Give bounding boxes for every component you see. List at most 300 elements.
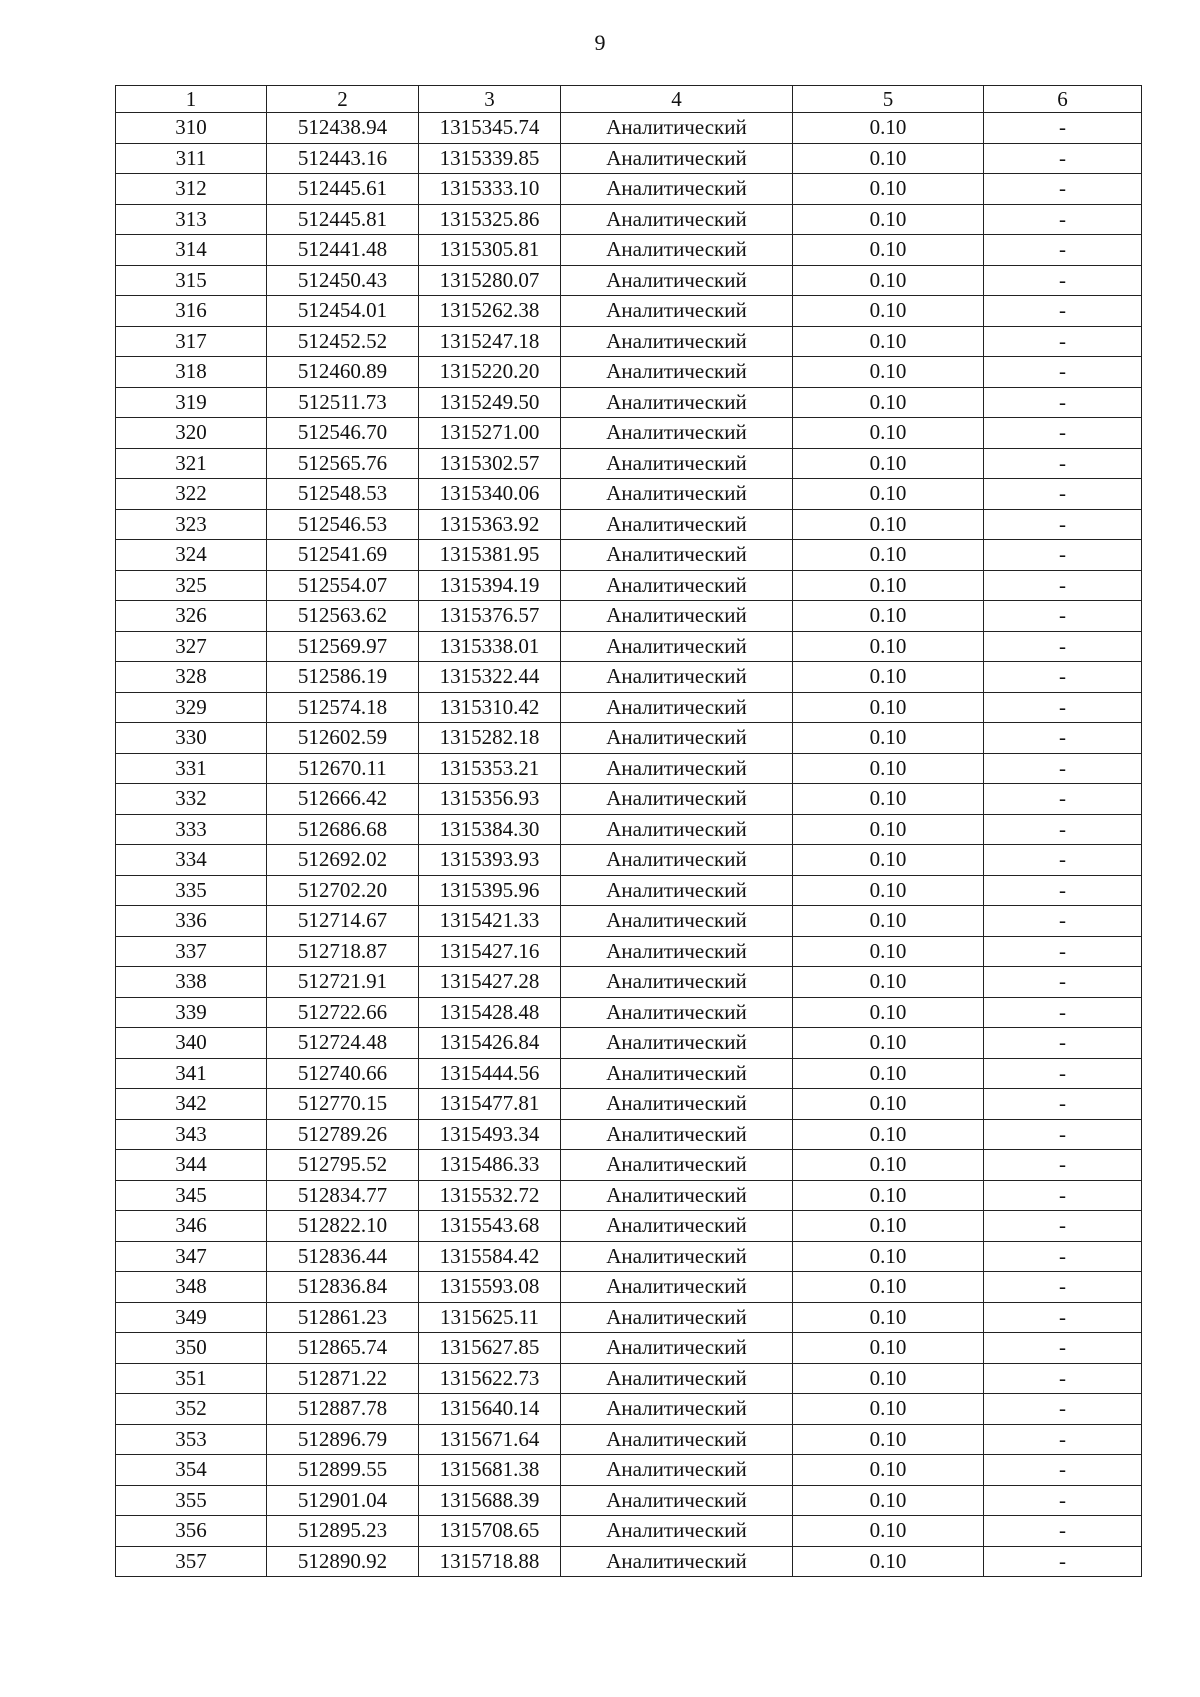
x-coordinate-cell: 512460.89 (267, 357, 419, 388)
point-number-cell: 342 (116, 1089, 267, 1120)
x-coordinate-cell: 512692.02 (267, 845, 419, 876)
table-row (116, 753, 1142, 784)
table-row (116, 296, 1142, 327)
y-coordinate-cell: 1315310.42 (419, 692, 561, 723)
point-number-cell: 345 (116, 1180, 267, 1211)
point-number-cell: 313 (116, 204, 267, 235)
accuracy-cell: 0.10 (793, 1180, 984, 1211)
method-cell: Аналитический (561, 1211, 793, 1242)
accuracy-cell: 0.10 (793, 601, 984, 632)
method-cell: Аналитический (561, 692, 793, 723)
note-cell: - (984, 906, 1142, 937)
note-cell: - (984, 1333, 1142, 1364)
note-cell: - (984, 1028, 1142, 1059)
accuracy-cell: 0.10 (793, 265, 984, 296)
table-row (116, 1302, 1142, 1333)
table-body (116, 113, 1142, 1577)
page-number: 9 (594, 30, 606, 55)
point-number-cell: 354 (116, 1455, 267, 1486)
point-number-cell: 334 (116, 845, 267, 876)
note-cell: - (984, 1150, 1142, 1181)
x-coordinate-cell: 512454.01 (267, 296, 419, 327)
table-row (116, 1546, 1142, 1577)
table-row (116, 540, 1142, 571)
y-coordinate-cell: 1315345.74 (419, 113, 561, 144)
accuracy-cell: 0.10 (793, 936, 984, 967)
header-cell-4: 4 (561, 86, 793, 113)
method-cell: Аналитический (561, 540, 793, 571)
y-coordinate-cell: 1315325.86 (419, 204, 561, 235)
x-coordinate-cell: 512896.79 (267, 1424, 419, 1455)
table-row (116, 143, 1142, 174)
point-number-cell: 312 (116, 174, 267, 205)
y-coordinate-cell: 1315333.10 (419, 174, 561, 205)
note-cell: - (984, 875, 1142, 906)
x-coordinate-cell: 512686.68 (267, 814, 419, 845)
accuracy-cell: 0.10 (793, 509, 984, 540)
point-number-cell: 350 (116, 1333, 267, 1364)
accuracy-cell: 0.10 (793, 1089, 984, 1120)
x-coordinate-cell: 512546.53 (267, 509, 419, 540)
note-cell: - (984, 387, 1142, 418)
x-coordinate-cell: 512563.62 (267, 601, 419, 632)
point-number-cell: 317 (116, 326, 267, 357)
note-cell: - (984, 1455, 1142, 1486)
x-coordinate-cell: 512450.43 (267, 265, 419, 296)
x-coordinate-cell: 512861.23 (267, 1302, 419, 1333)
accuracy-cell: 0.10 (793, 1546, 984, 1577)
method-cell: Аналитический (561, 1180, 793, 1211)
note-cell: - (984, 265, 1142, 296)
x-coordinate-cell: 512890.92 (267, 1546, 419, 1577)
accuracy-cell: 0.10 (793, 143, 984, 174)
accuracy-cell: 0.10 (793, 418, 984, 449)
point-number-cell: 335 (116, 875, 267, 906)
point-number-cell: 344 (116, 1150, 267, 1181)
point-number-cell: 325 (116, 570, 267, 601)
method-cell: Аналитический (561, 1119, 793, 1150)
table-row (116, 418, 1142, 449)
x-coordinate-cell: 512721.91 (267, 967, 419, 998)
method-cell: Аналитический (561, 418, 793, 449)
point-number-cell: 328 (116, 662, 267, 693)
note-cell: - (984, 601, 1142, 632)
table-row (116, 479, 1142, 510)
point-number-cell: 314 (116, 235, 267, 266)
y-coordinate-cell: 1315247.18 (419, 326, 561, 357)
y-coordinate-cell: 1315708.65 (419, 1516, 561, 1547)
note-cell: - (984, 1241, 1142, 1272)
accuracy-cell: 0.10 (793, 1058, 984, 1089)
note-cell: - (984, 540, 1142, 571)
x-coordinate-cell: 512702.20 (267, 875, 419, 906)
point-number-cell: 353 (116, 1424, 267, 1455)
table-row (116, 1089, 1142, 1120)
point-number-cell: 332 (116, 784, 267, 815)
point-number-cell: 346 (116, 1211, 267, 1242)
method-cell: Аналитический (561, 1485, 793, 1516)
accuracy-cell: 0.10 (793, 753, 984, 784)
accuracy-cell: 0.10 (793, 1150, 984, 1181)
point-number-cell: 329 (116, 692, 267, 723)
note-cell: - (984, 814, 1142, 845)
table-row (116, 1516, 1142, 1547)
x-coordinate-cell: 512546.70 (267, 418, 419, 449)
x-coordinate-cell: 512895.23 (267, 1516, 419, 1547)
y-coordinate-cell: 1315302.57 (419, 448, 561, 479)
accuracy-cell: 0.10 (793, 357, 984, 388)
table-row (116, 784, 1142, 815)
method-cell: Аналитический (561, 1516, 793, 1547)
x-coordinate-cell: 512441.48 (267, 235, 419, 266)
table-row (116, 235, 1142, 266)
note-cell: - (984, 1394, 1142, 1425)
accuracy-cell: 0.10 (793, 1211, 984, 1242)
note-cell: - (984, 235, 1142, 266)
table-row (116, 448, 1142, 479)
method-cell: Аналитический (561, 265, 793, 296)
accuracy-cell: 0.10 (793, 204, 984, 235)
accuracy-cell: 0.10 (793, 723, 984, 754)
x-coordinate-cell: 512548.53 (267, 479, 419, 510)
table-row (116, 113, 1142, 144)
method-cell: Аналитический (561, 1546, 793, 1577)
accuracy-cell: 0.10 (793, 1272, 984, 1303)
point-number-cell: 323 (116, 509, 267, 540)
accuracy-cell: 0.10 (793, 814, 984, 845)
accuracy-cell: 0.10 (793, 875, 984, 906)
accuracy-cell: 0.10 (793, 1424, 984, 1455)
point-number-cell: 310 (116, 113, 267, 144)
x-coordinate-cell: 512569.97 (267, 631, 419, 662)
method-cell: Аналитический (561, 1455, 793, 1486)
method-cell: Аналитический (561, 570, 793, 601)
point-number-cell: 349 (116, 1302, 267, 1333)
table-row (116, 997, 1142, 1028)
accuracy-cell: 0.10 (793, 1485, 984, 1516)
table-row (116, 631, 1142, 662)
method-cell: Аналитический (561, 204, 793, 235)
point-number-cell: 316 (116, 296, 267, 327)
method-cell: Аналитический (561, 296, 793, 327)
x-coordinate-cell: 512714.67 (267, 906, 419, 937)
x-coordinate-cell: 512452.52 (267, 326, 419, 357)
note-cell: - (984, 753, 1142, 784)
method-cell: Аналитический (561, 1333, 793, 1364)
point-number-cell: 318 (116, 357, 267, 388)
y-coordinate-cell: 1315363.92 (419, 509, 561, 540)
method-cell: Аналитический (561, 326, 793, 357)
accuracy-cell: 0.10 (793, 174, 984, 205)
note-cell: - (984, 1058, 1142, 1089)
note-cell: - (984, 1180, 1142, 1211)
x-coordinate-cell: 512445.81 (267, 204, 419, 235)
table-row (116, 662, 1142, 693)
x-coordinate-cell: 512586.19 (267, 662, 419, 693)
note-cell: - (984, 326, 1142, 357)
header-cell-1: 1 (116, 86, 267, 113)
x-coordinate-cell: 512718.87 (267, 936, 419, 967)
x-coordinate-cell: 512554.07 (267, 570, 419, 601)
point-number-cell: 351 (116, 1363, 267, 1394)
header-cell-5: 5 (793, 86, 984, 113)
accuracy-cell: 0.10 (793, 113, 984, 144)
x-coordinate-cell: 512445.61 (267, 174, 419, 205)
table-row (116, 936, 1142, 967)
header-cell-6: 6 (984, 86, 1142, 113)
note-cell: - (984, 204, 1142, 235)
x-coordinate-cell: 512836.84 (267, 1272, 419, 1303)
x-coordinate-cell: 512789.26 (267, 1119, 419, 1150)
table-row (116, 509, 1142, 540)
y-coordinate-cell: 1315271.00 (419, 418, 561, 449)
table-row (116, 814, 1142, 845)
y-coordinate-cell: 1315322.44 (419, 662, 561, 693)
y-coordinate-cell: 1315532.72 (419, 1180, 561, 1211)
note-cell: - (984, 1302, 1142, 1333)
accuracy-cell: 0.10 (793, 387, 984, 418)
point-number-cell: 315 (116, 265, 267, 296)
point-number-cell: 324 (116, 540, 267, 571)
method-cell: Аналитический (561, 174, 793, 205)
y-coordinate-cell: 1315627.85 (419, 1333, 561, 1364)
point-number-cell: 311 (116, 143, 267, 174)
accuracy-cell: 0.10 (793, 1333, 984, 1364)
point-number-cell: 319 (116, 387, 267, 418)
y-coordinate-cell: 1315427.28 (419, 967, 561, 998)
table-row (116, 1272, 1142, 1303)
y-coordinate-cell: 1315384.30 (419, 814, 561, 845)
y-coordinate-cell: 1315421.33 (419, 906, 561, 937)
y-coordinate-cell: 1315688.39 (419, 1485, 561, 1516)
point-number-cell: 331 (116, 753, 267, 784)
y-coordinate-cell: 1315477.81 (419, 1089, 561, 1120)
point-number-cell: 327 (116, 631, 267, 662)
note-cell: - (984, 113, 1142, 144)
y-coordinate-cell: 1315249.50 (419, 387, 561, 418)
accuracy-cell: 0.10 (793, 1363, 984, 1394)
table-row (116, 1241, 1142, 1272)
accuracy-cell: 0.10 (793, 1028, 984, 1059)
table-row (116, 1150, 1142, 1181)
point-number-cell: 355 (116, 1485, 267, 1516)
point-number-cell: 321 (116, 448, 267, 479)
x-coordinate-cell: 512574.18 (267, 692, 419, 723)
note-cell: - (984, 570, 1142, 601)
x-coordinate-cell: 512511.73 (267, 387, 419, 418)
method-cell: Аналитический (561, 1394, 793, 1425)
note-cell: - (984, 692, 1142, 723)
y-coordinate-cell: 1315671.64 (419, 1424, 561, 1455)
y-coordinate-cell: 1315584.42 (419, 1241, 561, 1272)
table-row (116, 570, 1142, 601)
point-number-cell: 333 (116, 814, 267, 845)
note-cell: - (984, 1089, 1142, 1120)
accuracy-cell: 0.10 (793, 906, 984, 937)
table-row (116, 1058, 1142, 1089)
method-cell: Аналитический (561, 1424, 793, 1455)
table-row (116, 1485, 1142, 1516)
note-cell: - (984, 845, 1142, 876)
y-coordinate-cell: 1315444.56 (419, 1058, 561, 1089)
method-cell: Аналитический (561, 967, 793, 998)
x-coordinate-cell: 512602.59 (267, 723, 419, 754)
table-row (116, 357, 1142, 388)
method-cell: Аналитический (561, 662, 793, 693)
accuracy-cell: 0.10 (793, 1119, 984, 1150)
method-cell: Аналитический (561, 814, 793, 845)
x-coordinate-cell: 512666.42 (267, 784, 419, 815)
y-coordinate-cell: 1315394.19 (419, 570, 561, 601)
table-row (116, 1333, 1142, 1364)
y-coordinate-cell: 1315393.93 (419, 845, 561, 876)
table-row (116, 906, 1142, 937)
method-cell: Аналитический (561, 1302, 793, 1333)
table-row (116, 967, 1142, 998)
method-cell: Аналитический (561, 906, 793, 937)
note-cell: - (984, 143, 1142, 174)
accuracy-cell: 0.10 (793, 235, 984, 266)
table-row (116, 265, 1142, 296)
method-cell: Аналитический (561, 631, 793, 662)
point-number-cell: 356 (116, 1516, 267, 1547)
method-cell: Аналитический (561, 784, 793, 815)
accuracy-cell: 0.10 (793, 662, 984, 693)
y-coordinate-cell: 1315593.08 (419, 1272, 561, 1303)
y-coordinate-cell: 1315622.73 (419, 1363, 561, 1394)
y-coordinate-cell: 1315338.01 (419, 631, 561, 662)
y-coordinate-cell: 1315428.48 (419, 997, 561, 1028)
note-cell: - (984, 1485, 1142, 1516)
note-cell: - (984, 1272, 1142, 1303)
method-cell: Аналитический (561, 936, 793, 967)
method-cell: Аналитический (561, 1241, 793, 1272)
accuracy-cell: 0.10 (793, 326, 984, 357)
x-coordinate-cell: 512443.16 (267, 143, 419, 174)
point-number-cell: 330 (116, 723, 267, 754)
header-cell-3: 3 (419, 86, 561, 113)
x-coordinate-cell: 512740.66 (267, 1058, 419, 1089)
x-coordinate-cell: 512836.44 (267, 1241, 419, 1272)
y-coordinate-cell: 1315718.88 (419, 1546, 561, 1577)
accuracy-cell: 0.10 (793, 1394, 984, 1425)
note-cell: - (984, 296, 1142, 327)
note-cell: - (984, 509, 1142, 540)
accuracy-cell: 0.10 (793, 997, 984, 1028)
x-coordinate-cell: 512901.04 (267, 1485, 419, 1516)
method-cell: Аналитический (561, 113, 793, 144)
point-number-cell: 339 (116, 997, 267, 1028)
accuracy-cell: 0.10 (793, 967, 984, 998)
y-coordinate-cell: 1315339.85 (419, 143, 561, 174)
point-number-cell: 341 (116, 1058, 267, 1089)
method-cell: Аналитический (561, 1089, 793, 1120)
y-coordinate-cell: 1315356.93 (419, 784, 561, 815)
table-row (116, 1028, 1142, 1059)
point-number-cell: 340 (116, 1028, 267, 1059)
method-cell: Аналитический (561, 1058, 793, 1089)
y-coordinate-cell: 1315625.11 (419, 1302, 561, 1333)
y-coordinate-cell: 1315427.16 (419, 936, 561, 967)
y-coordinate-cell: 1315220.20 (419, 357, 561, 388)
y-coordinate-cell: 1315426.84 (419, 1028, 561, 1059)
y-coordinate-cell: 1315381.95 (419, 540, 561, 571)
y-coordinate-cell: 1315640.14 (419, 1394, 561, 1425)
y-coordinate-cell: 1315486.33 (419, 1150, 561, 1181)
table-row (116, 1211, 1142, 1242)
note-cell: - (984, 662, 1142, 693)
table-row (116, 1455, 1142, 1486)
header-cell-2: 2 (267, 86, 419, 113)
method-cell: Аналитический (561, 448, 793, 479)
accuracy-cell: 0.10 (793, 448, 984, 479)
method-cell: Аналитический (561, 357, 793, 388)
point-number-cell: 326 (116, 601, 267, 632)
note-cell: - (984, 1424, 1142, 1455)
method-cell: Аналитический (561, 1150, 793, 1181)
x-coordinate-cell: 512834.77 (267, 1180, 419, 1211)
point-number-cell: 337 (116, 936, 267, 967)
accuracy-cell: 0.10 (793, 540, 984, 571)
x-coordinate-cell: 512822.10 (267, 1211, 419, 1242)
x-coordinate-cell: 512724.48 (267, 1028, 419, 1059)
y-coordinate-cell: 1315681.38 (419, 1455, 561, 1486)
x-coordinate-cell: 512865.74 (267, 1333, 419, 1364)
table-row (116, 601, 1142, 632)
table-row (116, 692, 1142, 723)
note-cell: - (984, 448, 1142, 479)
method-cell: Аналитический (561, 1272, 793, 1303)
method-cell: Аналитический (561, 509, 793, 540)
accuracy-cell: 0.10 (793, 1302, 984, 1333)
y-coordinate-cell: 1315305.81 (419, 235, 561, 266)
accuracy-cell: 0.10 (793, 631, 984, 662)
table-row (116, 845, 1142, 876)
method-cell: Аналитический (561, 1028, 793, 1059)
y-coordinate-cell: 1315376.57 (419, 601, 561, 632)
y-coordinate-cell: 1315280.07 (419, 265, 561, 296)
y-coordinate-cell: 1315282.18 (419, 723, 561, 754)
x-coordinate-cell: 512871.22 (267, 1363, 419, 1394)
x-coordinate-cell: 512795.52 (267, 1150, 419, 1181)
x-coordinate-cell: 512770.15 (267, 1089, 419, 1120)
table-row (116, 1180, 1142, 1211)
point-number-cell: 348 (116, 1272, 267, 1303)
x-coordinate-cell: 512541.69 (267, 540, 419, 571)
point-number-cell: 338 (116, 967, 267, 998)
note-cell: - (984, 1119, 1142, 1150)
table-row (116, 174, 1142, 205)
note-cell: - (984, 1516, 1142, 1547)
point-number-cell: 343 (116, 1119, 267, 1150)
method-cell: Аналитический (561, 997, 793, 1028)
y-coordinate-cell: 1315353.21 (419, 753, 561, 784)
note-cell: - (984, 1211, 1142, 1242)
note-cell: - (984, 1363, 1142, 1394)
method-cell: Аналитический (561, 1363, 793, 1394)
note-cell: - (984, 418, 1142, 449)
y-coordinate-cell: 1315340.06 (419, 479, 561, 510)
note-cell: - (984, 174, 1142, 205)
x-coordinate-cell: 512438.94 (267, 113, 419, 144)
accuracy-cell: 0.10 (793, 692, 984, 723)
method-cell: Аналитический (561, 753, 793, 784)
y-coordinate-cell: 1315543.68 (419, 1211, 561, 1242)
note-cell: - (984, 631, 1142, 662)
method-cell: Аналитический (561, 723, 793, 754)
table-row (116, 204, 1142, 235)
point-number-cell: 320 (116, 418, 267, 449)
